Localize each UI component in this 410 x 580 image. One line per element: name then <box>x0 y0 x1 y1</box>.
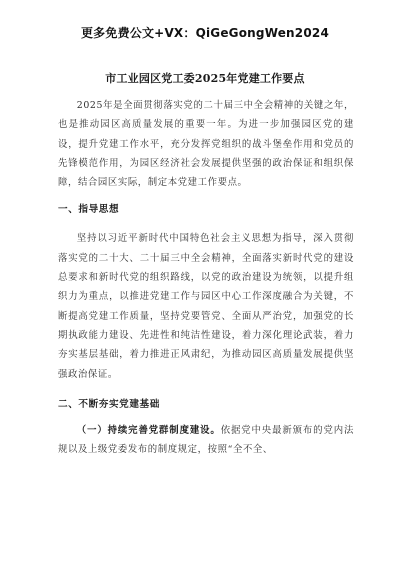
document-title: 市工业园区党工委2025年党建工作要点 <box>105 72 305 85</box>
subsection-label: （一）持续完善党群制度建设。 <box>76 424 221 436</box>
section-heading-party-foundation: 二、不断夯实党建基础 <box>58 398 160 410</box>
watermark-text: 更多免费公文+VX：QiGeGongWen2024 <box>80 26 329 40</box>
intro-paragraph: 2025年是全面贯彻落实党的二十届三中全会精神的关键之年，也是推动园区高质量发展的重要一年。为进一步加强园区党的建设，提升党建工作水平，充分发挥党组织的战斗堡垒作用和党员的先锋模范作用，为园区经济社会发展提供坚强的政治保证和组织保障，结合园区实际，制定本党建工作要点。 <box>58 100 354 189</box>
document-body <box>58 96 354 459</box>
subsection-text: 依据党中央最新颁布的党内法规以及上级党委发布的制度规定，按照“全不全、 <box>58 424 354 456</box>
section-heading-guiding-ideology: 一、指导思想 <box>58 204 120 216</box>
guiding-ideology-paragraph: 坚持以习近平新时代中国特色社会主义思想为指导，深入贯彻落实党的二十大、二十届三中全会精神，全面落实新时代党的建设总要求和新时代党的组织路线，以党的政治建设为统领，以提升组织力为重点，以推进党建工作与园区中心工作深度融合为关键，不断提高党建工作质量，坚持党要管党、全面从严治党，加强党的长期执政能力建设、先进性和纯洁性建设，着力深化理论武装，着力夯实基层基础，着力推进正风肃纪，为推动园区高质量发展提供坚强政治保证。 <box>58 233 354 380</box>
subsection-paragraph <box>58 421 354 460</box>
